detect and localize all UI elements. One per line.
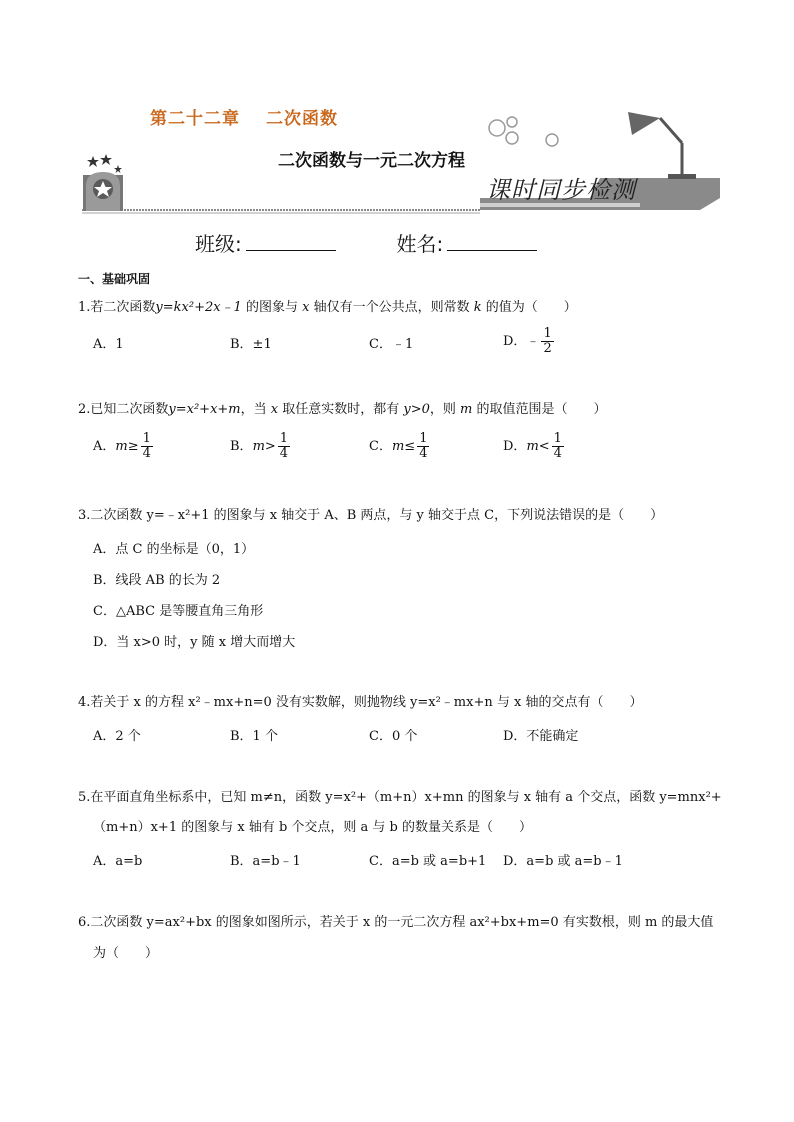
- class-blank[interactable]: [246, 233, 336, 251]
- fraction-numerator: 1: [543, 326, 552, 341]
- q1-mid: 的图象与: [241, 300, 303, 315]
- lesson-title: 二次函数与一元二次方程: [278, 151, 465, 171]
- q2-end: 的取值范围是（ ）: [472, 402, 607, 417]
- fraction-numerator: 1: [419, 431, 428, 446]
- fraction-denominator: 4: [553, 446, 562, 461]
- bubble-icon: [507, 117, 517, 127]
- q1-prefix: 1.若二次函数: [78, 300, 156, 315]
- question-5-line-2: （m+n）x+1 的图象与 x 轴有 b 个交点，则 a 与 b 的数量关系是（ ）: [93, 820, 533, 835]
- q3-option-b[interactable]: B．线段 AB 的长为 2: [93, 573, 221, 588]
- stamp-text: 课时同步检测: [486, 176, 636, 204]
- chapter-name: 二次函数: [266, 109, 338, 129]
- q2-c-rel: m≤: [391, 439, 416, 454]
- star-icon: [87, 156, 99, 167]
- question-3: 3.二次函数 y=﹣x²+1 的图象与 x 轴交于 A、B 两点，与 y 轴交于点 C，下列说法错误的是（ ）: [78, 508, 664, 523]
- q1-x: x: [302, 300, 310, 315]
- q2-c-label: C．: [369, 439, 392, 454]
- q2-options: [93, 431, 733, 461]
- q2-option-b[interactable]: [230, 432, 290, 461]
- q3-option-a[interactable]: A．点 C 的坐标是（0，1）: [93, 542, 255, 557]
- q2-c-fraction: [417, 432, 429, 461]
- q2-d-label: D．: [503, 439, 527, 454]
- question-4: 4.若关于 x 的方程 x²﹣mx+n=0 没有实数解，则抛物线 y=x²﹣mx+n 与 x 轴的交点有（ ）: [78, 695, 643, 710]
- star-icon: [114, 165, 122, 173]
- q1-option-d[interactable]: [503, 327, 554, 356]
- q2-mid3: ，则: [429, 402, 461, 417]
- q2-mid2: 取任意实数时，都有: [278, 402, 404, 417]
- q1-d-label: D．: [503, 334, 527, 349]
- section-title: 一、基础巩固: [78, 272, 151, 286]
- q4-option-c[interactable]: C．0 个: [369, 729, 418, 744]
- q2-a-fraction: [141, 432, 153, 461]
- q2-prefix: 2.已知二次函数: [78, 402, 169, 417]
- q2-mid: ，当: [240, 402, 271, 417]
- bubble-icon: [546, 134, 558, 146]
- q2-a-label: A．: [93, 439, 116, 454]
- bubble-icon: [489, 120, 505, 136]
- q1-suffix: 轴仅有一个公共点，则常数: [309, 300, 474, 315]
- header-decoration: [0, 0, 794, 230]
- name-label: 姓名:: [396, 232, 444, 256]
- q2-b-rel: m>: [252, 439, 276, 454]
- q5-option-c[interactable]: C．a=b 或 a=b+1: [369, 854, 487, 869]
- q1-option-c[interactable]: C．﹣1: [369, 337, 414, 352]
- q1-k: k: [473, 300, 482, 315]
- q1-d-sign: ﹣: [526, 334, 540, 349]
- q2-b-label: B．: [230, 439, 253, 454]
- fraction-numerator: 1: [142, 431, 151, 446]
- class-label: 班级:: [195, 232, 242, 256]
- q4-option-b[interactable]: B．1 个: [230, 729, 278, 744]
- bubble-icon: [506, 132, 518, 144]
- fraction-numerator: 1: [553, 431, 562, 446]
- q1-d-fraction: [541, 327, 553, 356]
- question-6-line-1: 6.二次函数 y=ax²+bx 的图象如图所示，若关于 x 的一元二次方程 ax²+bx+m=0 有实数根，则 m 的最大值: [78, 915, 714, 930]
- chapter-number: 第二十二章: [150, 109, 240, 129]
- q3-option-d[interactable]: D．当 x>0 时，y 随 x 增大而增大: [93, 635, 296, 650]
- fraction-numerator: 1: [279, 431, 289, 446]
- question-6-line-2: 为（ ）: [93, 946, 159, 961]
- question-1: [78, 298, 728, 318]
- page-header: [0, 0, 794, 230]
- q5-option-a[interactable]: A．a=b: [93, 854, 143, 869]
- q4-options: [93, 725, 733, 749]
- fraction-denominator: 4: [142, 446, 151, 461]
- q2-a-rel: m≥: [115, 439, 139, 454]
- q2-option-a[interactable]: [93, 432, 153, 461]
- fraction-denominator: 4: [279, 446, 289, 461]
- chapter-heading: [150, 104, 338, 129]
- q2-d-rel: m<: [526, 439, 550, 454]
- q2-option-d[interactable]: [503, 432, 564, 461]
- question-2: [78, 400, 728, 420]
- q1-expr: y=kx²+2x﹣1: [155, 300, 242, 315]
- q2-ycond: y>0: [403, 402, 430, 417]
- q1-option-a[interactable]: A．1: [93, 337, 124, 352]
- q4-option-a[interactable]: A．2 个: [93, 729, 141, 744]
- q2-d-fraction: [552, 432, 564, 461]
- q1-option-b[interactable]: B．±1: [230, 337, 272, 352]
- q2-m: m: [460, 402, 473, 417]
- q2-x: x: [270, 402, 279, 417]
- q2-b-fraction: [278, 432, 290, 461]
- fraction-denominator: 4: [419, 446, 428, 461]
- q2-expr: y=x²+x+m: [168, 402, 241, 417]
- q2-option-c[interactable]: [369, 432, 429, 461]
- q5-options: [93, 850, 733, 874]
- q5-option-b[interactable]: B．a=b﹣1: [230, 854, 301, 869]
- student-info-line: [195, 228, 537, 257]
- desk-lamp-icon: [628, 112, 682, 178]
- q3-option-c[interactable]: C．△ABC 是等腰直角三角形: [93, 604, 264, 619]
- q1-end: 的值为（ ）: [481, 300, 577, 315]
- fraction-denominator: 2: [543, 341, 552, 356]
- q1-options: [93, 326, 733, 357]
- q4-option-d[interactable]: D．不能确定: [503, 729, 579, 744]
- q5-option-d[interactable]: D．a=b 或 a=b﹣1: [503, 854, 623, 869]
- question-5-line-1: 5.在平面直角坐标系中，已知 m≠n，函数 y=x²+（m+n）x+mn 的图象与 x 轴有 a 个交点，函数 y=mnx²+: [78, 790, 722, 805]
- star-icon: [100, 154, 112, 165]
- name-blank[interactable]: [447, 233, 537, 251]
